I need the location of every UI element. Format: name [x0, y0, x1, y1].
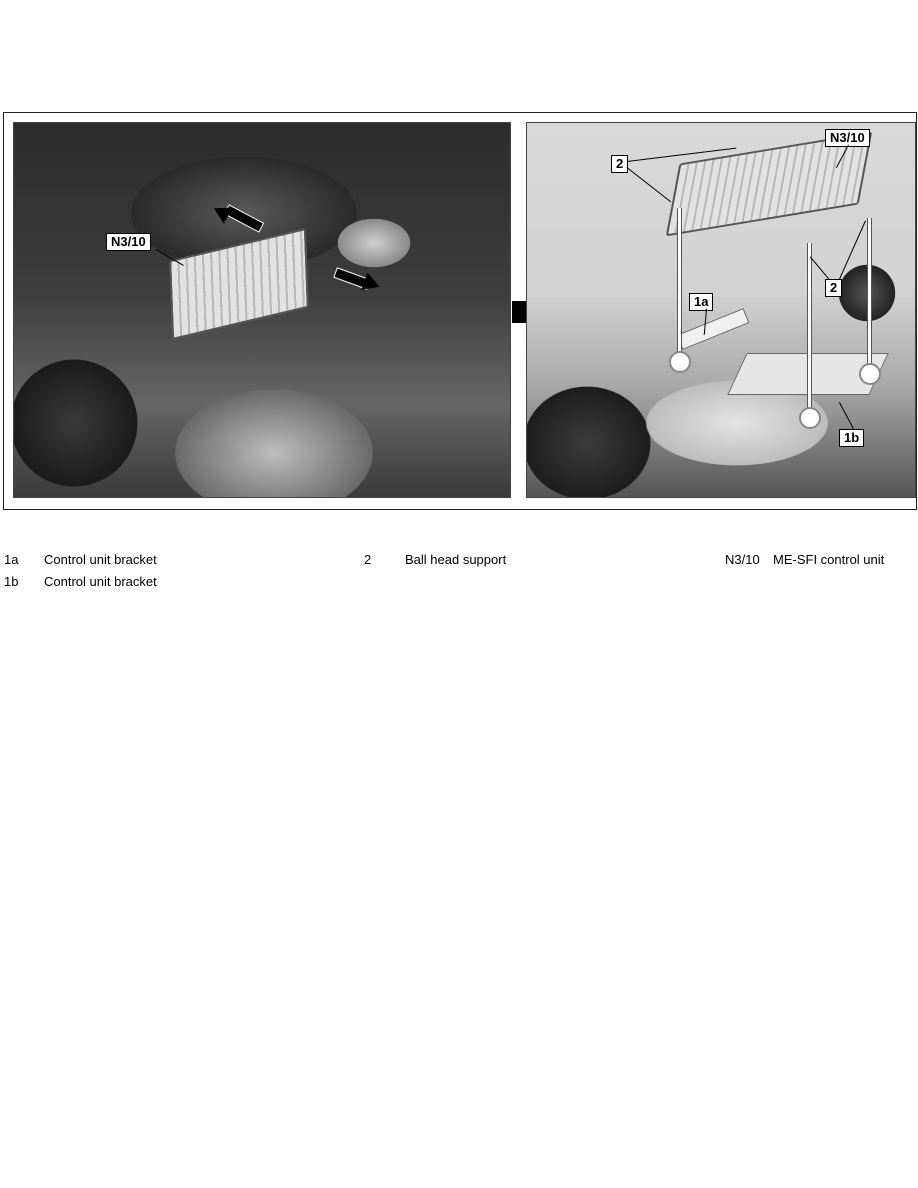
legend-code: 2	[364, 552, 372, 567]
support-mount-point	[859, 363, 881, 385]
legend-code: 1a	[4, 552, 19, 567]
engine-photo-removal	[13, 122, 511, 498]
legend-description: ME-SFI control unit	[773, 552, 885, 567]
legend-code: N3/10	[725, 552, 760, 567]
arrow-head-lower	[361, 273, 382, 295]
control-unit-bracket-1a	[677, 308, 750, 350]
legend-description: Control unit bracket	[44, 574, 157, 589]
leader-support-top-2	[626, 167, 671, 202]
legend-code: 1b	[4, 574, 19, 589]
label-n3-10-left: N3/10	[106, 233, 151, 251]
label-support-top: 2	[611, 155, 628, 173]
control-unit-n3-10-lifted	[666, 132, 873, 237]
support-mount-point	[669, 351, 691, 373]
legend-description: Ball head support	[405, 552, 507, 567]
label-support-right: 2	[825, 279, 842, 297]
figure-frame	[3, 112, 917, 510]
control-unit-n3-10-installed	[169, 228, 309, 340]
ball-head-support-stud	[867, 218, 872, 378]
ball-head-support-stud	[807, 243, 812, 413]
leader-support-right-2	[839, 221, 866, 280]
label-bracket-1b: 1b	[839, 429, 864, 447]
support-mount-point	[799, 407, 821, 429]
engine-photo-exploded	[526, 122, 916, 498]
leader-support-right-1	[810, 256, 830, 280]
label-n3-10-right: N3/10	[825, 129, 870, 147]
ball-head-support-stud	[677, 208, 682, 358]
legend-description: Control unit bracket	[44, 552, 157, 567]
leader-bracket-1b	[839, 402, 854, 429]
label-bracket-1a: 1a	[689, 293, 713, 311]
